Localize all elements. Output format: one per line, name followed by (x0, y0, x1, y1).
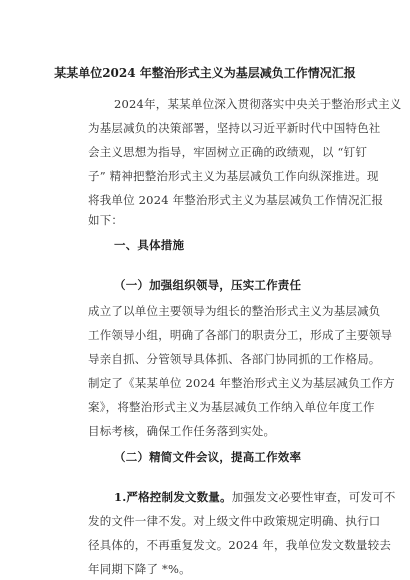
intro-line: 将我单位 2024 年整治形式主义为基层减负工作情况汇报 (88, 193, 384, 207)
document-title: 某某单位2024 年整治形式主义为基层减负工作情况汇报 (54, 66, 356, 80)
intro-line: 子” 精神把整治形式主义为基层减负工作向纵深推进。现 (88, 169, 379, 183)
paragraph-line: 目标考核，确保工作任务落到实处。 (88, 424, 276, 438)
paragraph-line: 成立了以单位主要领导为组长的整治形式主义为基层减负 (88, 304, 381, 318)
intro-line: 如下： (88, 213, 124, 227)
item-text: 加强发文必要性审查，可发可不 (231, 490, 396, 504)
paragraph-line: 工作领导小组，明确了各部门的职责分工，形成了主要领导 (88, 328, 393, 342)
item-title: 1.严格控制发文数量。 (114, 490, 232, 504)
section-heading: 一、具体措施 (114, 238, 185, 252)
paragraph-line: 导亲自抓、分管领导具体抓、各部门协同抓的工作格局。 (88, 352, 381, 366)
item-line (114, 489, 396, 505)
paragraph-line: 制定了《某某单位 2024 年整治形式主义为基层减负工作方 (88, 376, 395, 390)
paragraph-line: 径具体的，不再重复发文。2024 年，我单位发文数量较去 (88, 538, 392, 552)
intro-line: 会主义思想为指导，牢固树立正确的政绩观，以 “钉钉 (88, 145, 368, 159)
paragraph-line: 年同期下降了 *%。 (88, 562, 191, 576)
paragraph-line: 案》，将整治形式主义为基层减负工作纳入单位年度工作 (88, 400, 375, 414)
intro-line: 2024年，某某单位深入贯彻落实中央关于整治形式主义 (114, 97, 402, 111)
subsection-heading: （二）精简文件会议，提高工作效率 (114, 450, 302, 464)
intro-line: 为基层减负的决策部署，坚持以习近平新时代中国特色社 (88, 121, 381, 135)
subsection-heading: （一）加强组织领导，压实工作责任 (114, 278, 302, 292)
paragraph-line: 发的文件一律不发。对上级文件中政策规定明确、执行口 (88, 514, 381, 528)
